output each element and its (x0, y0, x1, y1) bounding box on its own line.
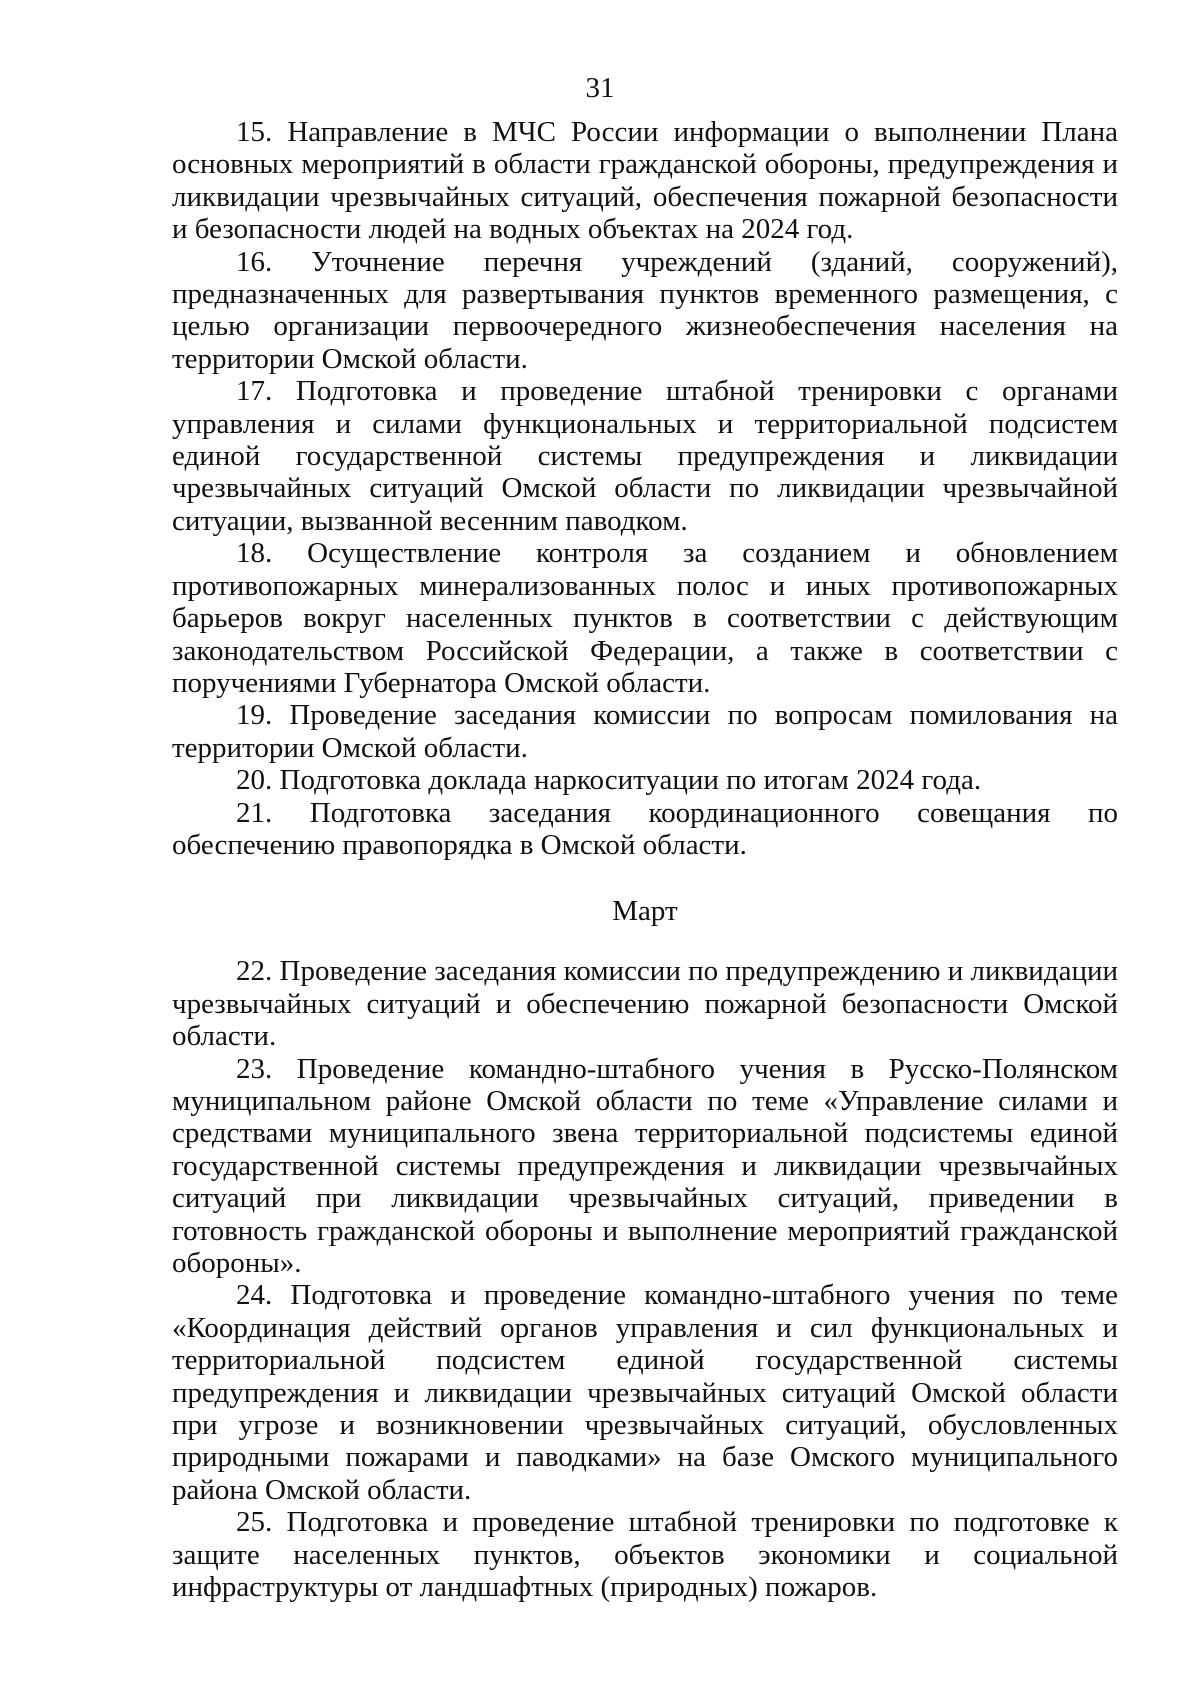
list-item-25 (172, 1506, 1118, 1603)
item-text: Подготовка заседания координационного совещания по обеспечению правопорядка в Омской области. (172, 796, 1118, 861)
item-text: Проведение заседания комиссии по вопросам помилования на территории Омской области. (172, 699, 1118, 764)
item-number: 24. (236, 1279, 273, 1312)
item-number: 18. (236, 537, 273, 570)
page-number: 31 (585, 72, 615, 104)
document-body (172, 116, 1118, 1603)
list-item-16 (172, 246, 1118, 376)
item-text: Подготовка и проведение командно-штабного учения по теме «Координация действий органов управления и сил функциональных и территориальной подсистем единой государственной системы предупреждения и ликвидации чрезвычайных ситуаций Омской области при угрозе и возникновении чрезвычайных ситуаций, обусловленных природными пожарами и паводками» на базе Омского муниципального района Омской области. (172, 1279, 1118, 1506)
list-item-17 (172, 375, 1118, 537)
item-text: Подготовка доклада наркоситуации по итогам 2024 года. (279, 764, 982, 797)
item-number: 21. (236, 796, 273, 829)
section-heading-march: Март (612, 895, 678, 928)
item-number: 17. (236, 375, 273, 408)
item-text: Проведение командно-штабного учения в Русско-Полянском муниципальном районе Омской области по теме «Управление силами и средствами муниципального звена территориальной подсистемы единой государственной системы предупреждения и ликвидации чрезвычайных ситуаций при ликвидации чрезвычайных ситуаций, приведении в готовность гражданской обороны и выполнение мероприятий гражданской обороны». (172, 1052, 1119, 1279)
list-item-21 (172, 797, 1118, 862)
item-text: Уточнение перечня учреждений (зданий, сооружений), предназначенных для развертывания пунктов временного размещения, с целью организации первоочередного жизнеобеспечения населения на территории Омской области. (172, 245, 1118, 375)
item-text: Направление в МЧС России информации о выполнении Плана основных мероприятий в области гражданской обороны, предупреждения и ликвидации чрезвычайных ситуаций, обеспечения пожарной безопасности и безопасности людей на водных объектах на 2024 год. (172, 116, 1119, 246)
list-item-19 (172, 699, 1118, 764)
item-text: Подготовка и проведение штабной тренировки по подготовке к защите населенных пунктов, объектов экономики и социальной инфраструктуры от ландшафтных (природных) пожаров. (172, 1506, 1119, 1604)
item-text: Проведение заседания комиссии по предупреждению и ликвидации чрезвычайных ситуаций и обеспечению пожарной безопасности Омской области. (172, 955, 1119, 1053)
item-number: 20. (236, 764, 273, 797)
item-number: 15. (236, 116, 273, 148)
item-number: 19. (236, 699, 273, 732)
item-number: 25. (236, 1506, 273, 1539)
item-text: Осуществление контроля за созданием и обновлением противопожарных минерализованных полос и иных противопожарных барьеров вокруг населенных пунктов в соответствии с действующим законодательством Российской Федерации, а также в соответствии с поручениями Губернатора Омской области. (172, 537, 1119, 699)
item-number: 23. (236, 1052, 273, 1085)
list-item-20 (172, 764, 1118, 796)
list-item-15 (172, 116, 1118, 246)
item-number: 16. (236, 245, 273, 278)
list-item-18 (172, 537, 1118, 699)
item-number: 22. (236, 955, 273, 988)
item-text: Подготовка и проведение штабной тренировки с органами управления и силами функциональных и территориальной подсистем единой государственной системы предупреждения и ликвидации чрезвычайных ситуаций Омской области по ликвидации чрезвычайной ситуации, вызванной весенним паводком. (172, 375, 1118, 537)
list-item-24 (172, 1279, 1118, 1506)
list-item-23 (172, 1053, 1118, 1280)
list-item-22 (172, 955, 1118, 1052)
